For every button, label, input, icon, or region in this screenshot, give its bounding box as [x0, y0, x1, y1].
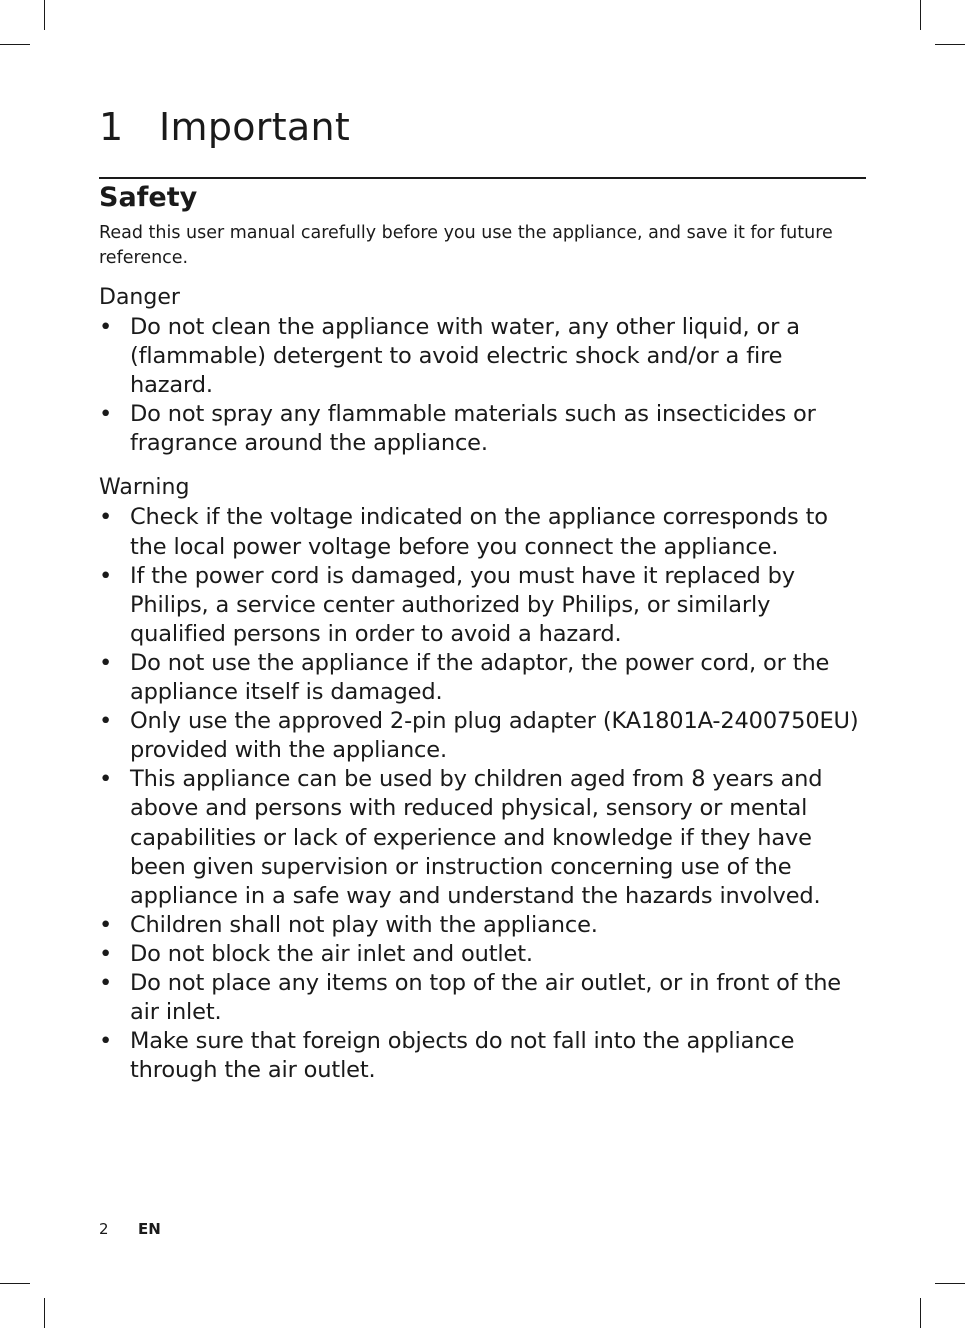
crop-mark-bottom-right-h [935, 1283, 965, 1284]
intro-text: Read this user manual carefully before you use the appliance, and save it for future reference. [99, 223, 833, 268]
list-item: • Make sure that foreign objects do not fall into the appliance through the air outlet. [99, 1028, 795, 1084]
list-item: • Do not place any items on top of the air outlet, or in front of the air inlet. [99, 969, 842, 1026]
bullet-icon: • [99, 911, 113, 938]
crop-mark-bottom-left-h [0, 1283, 30, 1284]
crop-mark-top-left-v [44, 0, 45, 30]
list-item: • Check if the voltage indicated on the appliance corresponds to the local power voltage before you connect the appliance. [99, 504, 828, 560]
bullet-icon: • [99, 708, 113, 735]
page-number: 2 [99, 1220, 109, 1238]
list-item: • This appliance can be used by children aged from 8 years and above and persons with reduced physical, sensory or mental capabilities or lack of experience and knowledge if they have been given supervision or instruction concerning use of the appliance in a safe way and understand the hazards involved. [99, 766, 823, 909]
section-title: Safety [99, 182, 198, 213]
list-item: • Children shall not play with the appliance. [99, 911, 869, 940]
warning-title: Warning [99, 475, 190, 501]
chapter-heading [99, 103, 350, 151]
bullet-icon: • [99, 314, 113, 340]
list-item: • Do not use the appliance if the adaptor, the power cord, or the appliance itself is damaged. [99, 649, 830, 706]
bullet-icon: • [99, 940, 113, 967]
language-code: EN [138, 1220, 161, 1238]
warning-list [99, 503, 869, 1085]
chapter-number: 1 [99, 105, 124, 149]
list-item: • If the power cord is damaged, you must have it replaced by Philips, a service center authorized by Philips, or similarly qualified persons in order to avoid a hazard. [99, 562, 795, 647]
bullet-icon: • [99, 401, 113, 428]
bullet-icon: • [99, 649, 113, 676]
list-item: • Only use the approved 2-pin plug adapter (KA1801A-2400750EU) provided with the appliance. [99, 708, 859, 764]
bullet-icon: • [99, 1028, 113, 1055]
bullet-icon: • [99, 766, 113, 793]
crop-mark-top-right-h [935, 44, 965, 45]
list-item: • Do not spray any flammable materials such as insecticides or fragrance around the appliance. [99, 401, 816, 457]
page-content [99, 180, 869, 1085]
list-item: • Do not block the air inlet and outlet. [99, 940, 869, 969]
crop-mark-bottom-left-v [44, 1298, 45, 1328]
list-item: • Do not clean the appliance with water, any other liquid, or a (flammable) detergent to avoid electric shock and/or a fire hazard. [99, 314, 800, 399]
crop-mark-top-right-v [920, 0, 921, 30]
crop-mark-top-left-h [0, 44, 30, 45]
bullet-icon: • [99, 504, 113, 531]
bullet-icon: • [99, 562, 113, 589]
crop-mark-bottom-right-v [920, 1298, 921, 1328]
chapter-title: Important [159, 105, 351, 149]
bullet-icon: • [99, 969, 113, 996]
heading-rule [99, 177, 866, 179]
danger-list [99, 313, 869, 458]
danger-title: Danger [99, 285, 180, 310]
